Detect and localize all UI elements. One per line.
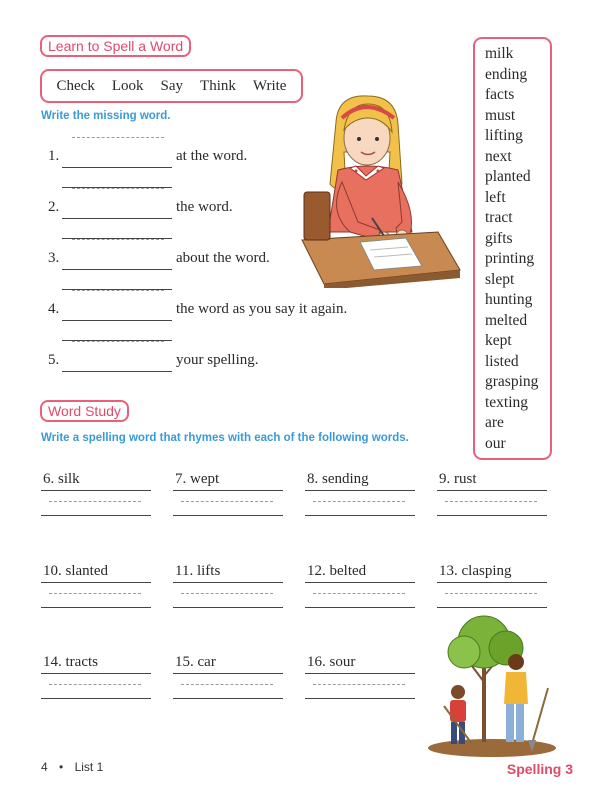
answer-line[interactable]	[305, 582, 415, 583]
step-write: Write	[252, 77, 287, 94]
question-text: about the word.	[176, 250, 270, 266]
answer-line-lower	[437, 607, 547, 608]
step-think: Think	[200, 77, 236, 94]
learn-instruction: Write the missing word.	[41, 110, 171, 122]
question-number: 1.	[48, 148, 60, 164]
dashed-guide	[49, 684, 141, 685]
page-number: 4	[41, 760, 48, 774]
question-number: 4.	[48, 301, 60, 317]
answer-line[interactable]	[173, 582, 283, 583]
rhyme-prompt: 16. sour	[307, 654, 356, 670]
dashed-guide	[445, 593, 537, 594]
spelling-word: printing	[485, 250, 535, 267]
answer-line[interactable]	[173, 673, 283, 674]
answer-line[interactable]	[62, 371, 172, 372]
dashed-guide	[49, 593, 141, 594]
answer-line-lower	[173, 698, 283, 699]
word-study-instruction: Write a spelling word that rhymes with each of the following words.	[41, 432, 409, 444]
rhyme-prompt: 15. car	[175, 654, 216, 670]
spelling-word: texting	[485, 393, 529, 411]
answer-line-lower	[41, 515, 151, 516]
spelling-word: slept	[485, 270, 515, 288]
dashed-guide	[181, 593, 273, 594]
answer-line[interactable]	[41, 673, 151, 674]
answer-line[interactable]	[305, 490, 415, 491]
book-title: Spelling 3	[506, 761, 573, 777]
spelling-word: hunting	[485, 291, 533, 308]
rhyme-prompt: 14. tracts	[43, 654, 98, 670]
step-check: Check	[56, 77, 95, 94]
question-text: your spelling.	[176, 352, 259, 368]
tree-planting-illustration	[420, 612, 560, 758]
question-number: 3.	[48, 250, 60, 266]
question-text: the word as you say it again.	[176, 301, 348, 317]
word-study-title: Word Study	[40, 400, 129, 422]
answer-line-lower	[437, 515, 547, 516]
spelling-word: next	[485, 147, 512, 165]
question-number: 5.	[48, 352, 60, 368]
answer-line-lower	[305, 698, 415, 699]
question-text: the word.	[176, 199, 233, 215]
spelling-word: left	[485, 188, 506, 206]
rhyme-prompt: 7. wept	[175, 471, 220, 487]
answer-line-lower	[173, 515, 283, 516]
dashed-guide	[313, 593, 405, 594]
spelling-word: kept	[485, 332, 512, 349]
spelling-word: are	[485, 414, 504, 431]
girl-writing-illustration	[298, 92, 463, 288]
dashed-guide	[72, 239, 164, 240]
spelling-word: listed	[485, 352, 519, 370]
answer-line-lower	[305, 607, 415, 608]
rhyme-prompt: 6. silk	[43, 471, 80, 487]
spelling-word: milk	[485, 45, 514, 62]
rhyme-prompt: 10. slanted	[43, 563, 108, 579]
rhyme-prompt: 12. belted	[307, 563, 367, 579]
spelling-word: ending	[485, 65, 528, 83]
dashed-guide	[445, 501, 537, 502]
spelling-word: melted	[485, 311, 528, 329]
answer-line[interactable]	[41, 582, 151, 583]
dashed-guide	[72, 341, 164, 342]
footer-bullet: •	[59, 760, 64, 774]
list-label: List 1	[74, 760, 104, 774]
step-say: Say	[160, 77, 184, 94]
dashed-guide	[72, 290, 164, 291]
answer-line[interactable]	[41, 490, 151, 491]
step-look: Look	[111, 77, 144, 94]
answer-line[interactable]	[62, 218, 172, 219]
dashed-guide	[313, 684, 405, 685]
question-number: 2.	[48, 199, 60, 215]
dashed-guide	[72, 137, 164, 138]
rhyme-prompt: 9. rust	[439, 471, 477, 487]
answer-line[interactable]	[173, 490, 283, 491]
spelling-word: planted	[485, 168, 531, 185]
dashed-guide	[181, 684, 273, 685]
spelling-word: gifts	[485, 229, 513, 247]
question-text: at the word.	[176, 148, 248, 164]
answer-line[interactable]	[62, 269, 172, 270]
answer-line-lower	[173, 607, 283, 608]
dashed-guide	[49, 501, 141, 502]
dashed-guide	[72, 188, 164, 189]
answer-line-lower	[41, 607, 151, 608]
spelling-word: lifting	[485, 127, 523, 144]
learn-section-title: Learn to Spell a Word	[40, 35, 191, 57]
rhyme-prompt: 13. clasping	[439, 563, 512, 579]
rhyme-prompt: 8. sending	[307, 471, 369, 487]
rhyme-prompt: 11. lifts	[175, 563, 221, 579]
answer-line[interactable]	[437, 582, 547, 583]
spelling-word-list	[473, 37, 552, 460]
spelling-word: our	[485, 434, 506, 452]
spelling-word: must	[485, 106, 516, 124]
answer-line-lower	[305, 515, 415, 516]
answer-line[interactable]	[62, 167, 172, 168]
dashed-guide	[181, 501, 273, 502]
answer-line-lower	[41, 698, 151, 699]
steps-box	[40, 69, 303, 103]
answer-line[interactable]	[305, 673, 415, 674]
page-footer-left	[41, 760, 103, 774]
answer-line[interactable]	[62, 320, 172, 321]
dashed-guide	[313, 501, 405, 502]
answer-line[interactable]	[437, 490, 547, 491]
spelling-word: grasping	[485, 373, 539, 390]
spelling-word: facts	[485, 86, 515, 103]
spelling-word: tract	[485, 209, 513, 226]
